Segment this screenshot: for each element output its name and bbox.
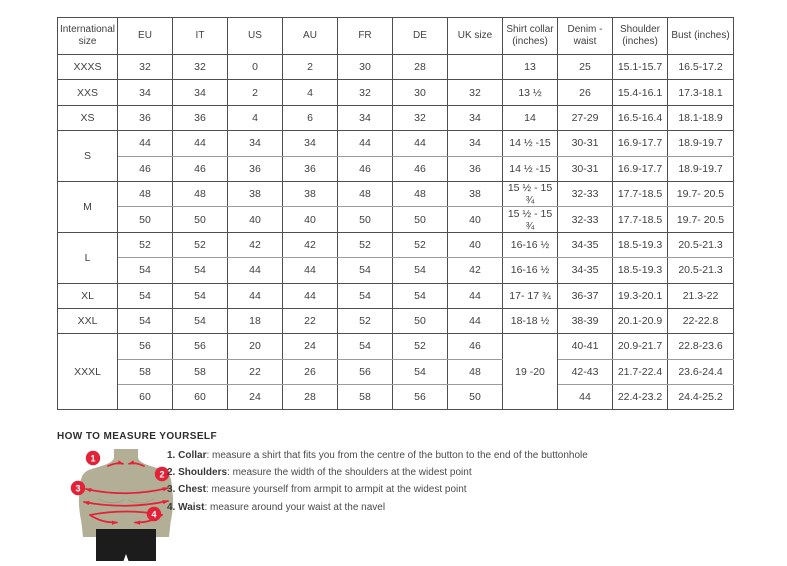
size-cell: 38 (283, 181, 338, 206)
size-cell: 56 (118, 334, 173, 359)
size-cell: 13 (503, 55, 558, 80)
size-cell: S (58, 131, 118, 182)
measure-point-3-badge (71, 481, 85, 495)
size-cell: 32-33 (558, 181, 613, 206)
size-cell: 34 (173, 80, 228, 105)
size-cell: 52 (393, 232, 448, 257)
column-header: DE (393, 18, 448, 55)
size-cell: 22 (228, 359, 283, 384)
table-row (58, 232, 734, 257)
size-cell: 44 (448, 283, 503, 308)
badge-number: 3 (75, 483, 81, 494)
size-cell: 18-18 ½ (503, 308, 558, 333)
size-cell: 19.7- 20.5 (668, 207, 734, 232)
table-row (58, 308, 734, 333)
size-cell: 27-29 (558, 105, 613, 130)
size-cell: 18.5-19.3 (613, 232, 668, 257)
size-cell: 54 (173, 283, 228, 308)
size-cell: 50 (338, 207, 393, 232)
size-cell: 14 (503, 105, 558, 130)
size-cell: 32 (393, 105, 448, 130)
table-row (58, 334, 734, 359)
size-cell: 18.9-19.7 (668, 131, 734, 156)
measure-step: 1. Collar: measure a shirt that fits you from the centre of the button to the end of the buttonhole (167, 450, 588, 461)
table-row (58, 207, 734, 232)
size-cell: 54 (173, 258, 228, 283)
table-row (58, 156, 734, 181)
size-cell (448, 55, 503, 80)
table-row (58, 105, 734, 130)
size-cell: 54 (393, 283, 448, 308)
measure-point-1-badge (86, 451, 100, 465)
size-cell: 16-16 ½ (503, 232, 558, 257)
table-row (58, 131, 734, 156)
column-header: EU (118, 18, 173, 55)
size-cell: 60 (118, 385, 173, 410)
size-cell: 15.1-15.7 (613, 55, 668, 80)
size-cell: 56 (393, 385, 448, 410)
table-row (58, 80, 734, 105)
size-cell: 38 (228, 181, 283, 206)
size-cell: 17- 17 ¾ (503, 283, 558, 308)
size-cell: 58 (338, 385, 393, 410)
column-header: AU (283, 18, 338, 55)
size-cell: 48 (173, 181, 228, 206)
size-cell: 52 (338, 232, 393, 257)
table-header-row (58, 18, 734, 55)
size-cell: 16-16 ½ (503, 258, 558, 283)
size-cell: 54 (173, 308, 228, 333)
size-cell: 54 (338, 258, 393, 283)
size-cell: 16.9-17.7 (613, 156, 668, 181)
size-cell: L (58, 232, 118, 283)
size-cell: 22-22.8 (668, 308, 734, 333)
size-cell: 19 -20 (503, 334, 558, 410)
size-cell: 19.3-20.1 (613, 283, 668, 308)
size-cell: 42 (283, 232, 338, 257)
size-cell: 42-43 (558, 359, 613, 384)
size-cell: 58 (118, 359, 173, 384)
size-chart-table (57, 17, 734, 410)
size-cell: 34 (283, 131, 338, 156)
size-cell: 24.4-25.2 (668, 385, 734, 410)
size-cell: 34 (448, 131, 503, 156)
size-cell: 50 (393, 308, 448, 333)
size-cell: XL (58, 283, 118, 308)
size-cell: 44 (558, 385, 613, 410)
size-cell: 44 (283, 258, 338, 283)
size-cell: 4 (228, 105, 283, 130)
badge-number: 2 (159, 469, 165, 480)
size-cell: 26 (283, 359, 338, 384)
size-cell: 36 (448, 156, 503, 181)
size-cell: 44 (338, 131, 393, 156)
size-cell: 52 (173, 232, 228, 257)
size-cell: 48 (338, 181, 393, 206)
size-cell: 46 (448, 334, 503, 359)
size-cell: 4 (283, 80, 338, 105)
size-cell: 54 (393, 258, 448, 283)
size-cell: 54 (338, 283, 393, 308)
size-cell: M (58, 181, 118, 232)
size-cell: 50 (118, 207, 173, 232)
size-cell: 34 (338, 105, 393, 130)
size-cell: 24 (283, 334, 338, 359)
size-cell: 56 (173, 334, 228, 359)
table-row (58, 359, 734, 384)
size-cell: 50 (393, 207, 448, 232)
size-cell: 28 (283, 385, 338, 410)
size-cell: 24 (228, 385, 283, 410)
size-cell: 17.7-18.5 (613, 207, 668, 232)
size-cell: 40 (228, 207, 283, 232)
column-header: Bust (inches) (668, 18, 734, 55)
size-cell: 18.9-19.7 (668, 156, 734, 181)
size-cell: 58 (173, 359, 228, 384)
how-to-title: HOW TO MEASURE YOURSELF (57, 431, 217, 442)
size-cell: 32 (118, 55, 173, 80)
column-header: Shoulder (inches) (613, 18, 668, 55)
column-header: Shirt collar (inches) (503, 18, 558, 55)
size-cell: 44 (228, 283, 283, 308)
size-cell: XXXS (58, 55, 118, 80)
size-cell: 22.4-23.2 (613, 385, 668, 410)
measure-step: 3. Chest: measure yourself from armpit to armpit at the widest point (167, 484, 467, 496)
size-cell: 36 (118, 105, 173, 130)
size-cell: 50 (173, 207, 228, 232)
size-cell: 46 (393, 156, 448, 181)
size-cell: 16.9-17.7 (613, 131, 668, 156)
size-cell: 36 (228, 156, 283, 181)
size-cell: 21.7-22.4 (613, 359, 668, 384)
mannequin-trousers (96, 529, 156, 561)
size-cell: 15 ½ - 15 ¾ (503, 181, 558, 206)
size-cell: 21.3-22 (668, 283, 734, 308)
size-cell: 44 (118, 131, 173, 156)
size-cell: 42 (448, 258, 503, 283)
size-cell: 44 (173, 131, 228, 156)
size-cell: 2 (283, 55, 338, 80)
size-cell: 46 (118, 156, 173, 181)
size-cell: 19.7- 20.5 (668, 181, 734, 206)
size-cell: 48 (118, 181, 173, 206)
size-cell: 52 (118, 232, 173, 257)
size-cell: 50 (448, 385, 503, 410)
size-cell: 22.8-23.6 (668, 334, 734, 359)
size-cell: 46 (338, 156, 393, 181)
size-cell: 26 (558, 80, 613, 105)
measure-step: 2. Shoulders: measure the width of the shoulders at the widest point (167, 467, 472, 479)
size-cell: XXS (58, 80, 118, 105)
badge-number: 1 (90, 453, 96, 464)
size-cell: 54 (393, 359, 448, 384)
badge-number: 4 (151, 509, 157, 520)
size-cell: 34 (118, 80, 173, 105)
size-cell: 48 (393, 181, 448, 206)
column-header: US (228, 18, 283, 55)
size-cell: 36-37 (558, 283, 613, 308)
size-cell: 34 (228, 131, 283, 156)
size-cell: 20.5-21.3 (668, 232, 734, 257)
size-cell: 30 (393, 80, 448, 105)
size-cell: 40 (448, 207, 503, 232)
size-cell: 13 ½ (503, 80, 558, 105)
size-cell: 38-39 (558, 308, 613, 333)
size-cell: 22 (283, 308, 338, 333)
size-cell: 30-31 (558, 156, 613, 181)
size-cell: 54 (118, 258, 173, 283)
size-cell: 36 (283, 156, 338, 181)
size-cell: 17.7-18.5 (613, 181, 668, 206)
size-cell: 30-31 (558, 131, 613, 156)
measure-steps-list (167, 450, 742, 519)
size-cell: 32 (448, 80, 503, 105)
table-row (58, 258, 734, 283)
size-cell: 30 (338, 55, 393, 80)
size-cell: 2 (228, 80, 283, 105)
size-cell: 60 (173, 385, 228, 410)
size-cell: 6 (283, 105, 338, 130)
size-cell: 18 (228, 308, 283, 333)
size-cell: XXL (58, 308, 118, 333)
size-cell: 54 (338, 334, 393, 359)
table-body (58, 55, 734, 410)
measure-step: 4. Waist: measure around your waist at the navel (167, 501, 386, 513)
column-header: IT (173, 18, 228, 55)
size-cell: 36 (173, 105, 228, 130)
size-cell: 38 (448, 181, 503, 206)
size-cell: 18.5-19.3 (613, 258, 668, 283)
size-cell: 34-35 (558, 232, 613, 257)
size-cell: 52 (393, 334, 448, 359)
size-cell: 14 ½ -15 (503, 156, 558, 181)
size-cell: 54 (118, 283, 173, 308)
table-row (58, 385, 734, 410)
column-header: International size (58, 18, 118, 55)
size-cell: 23.6-24.4 (668, 359, 734, 384)
size-cell: 20 (228, 334, 283, 359)
size-cell: 34 (448, 105, 503, 130)
size-cell: 32-33 (558, 207, 613, 232)
column-header: UK size (448, 18, 503, 55)
size-cell: 54 (118, 308, 173, 333)
size-cell: 44 (448, 308, 503, 333)
size-cell: 32 (338, 80, 393, 105)
size-cell: 15.4-16.1 (613, 80, 668, 105)
column-header: Denim - waist (558, 18, 613, 55)
table-row (58, 55, 734, 80)
size-cell: 32 (173, 55, 228, 80)
size-cell: 46 (173, 156, 228, 181)
size-cell: 44 (393, 131, 448, 156)
size-cell: 52 (338, 308, 393, 333)
size-cell: 42 (228, 232, 283, 257)
size-cell: 14 ½ -15 (503, 131, 558, 156)
table-row (58, 181, 734, 206)
size-cell: 20.9-21.7 (613, 334, 668, 359)
column-header: FR (338, 18, 393, 55)
size-cell: XS (58, 105, 118, 130)
size-cell: 40-41 (558, 334, 613, 359)
size-cell: 16.5-17.2 (668, 55, 734, 80)
size-cell: 16.5-16.4 (613, 105, 668, 130)
size-cell: 40 (448, 232, 503, 257)
size-cell: 34-35 (558, 258, 613, 283)
size-cell: 40 (283, 207, 338, 232)
size-cell: 17.3-18.1 (668, 80, 734, 105)
table-row (58, 283, 734, 308)
size-cell: 44 (283, 283, 338, 308)
size-cell: 15 ½ - 15 ¾ (503, 207, 558, 232)
size-cell: 48 (448, 359, 503, 384)
size-cell: 0 (228, 55, 283, 80)
size-cell: 20.5-21.3 (668, 258, 734, 283)
size-cell: 56 (338, 359, 393, 384)
size-cell: 20.1-20.9 (613, 308, 668, 333)
size-cell: XXXL (58, 334, 118, 410)
measure-point-4-badge (147, 507, 161, 521)
size-cell: 44 (228, 258, 283, 283)
size-cell: 28 (393, 55, 448, 80)
size-cell: 25 (558, 55, 613, 80)
size-cell: 18.1-18.9 (668, 105, 734, 130)
